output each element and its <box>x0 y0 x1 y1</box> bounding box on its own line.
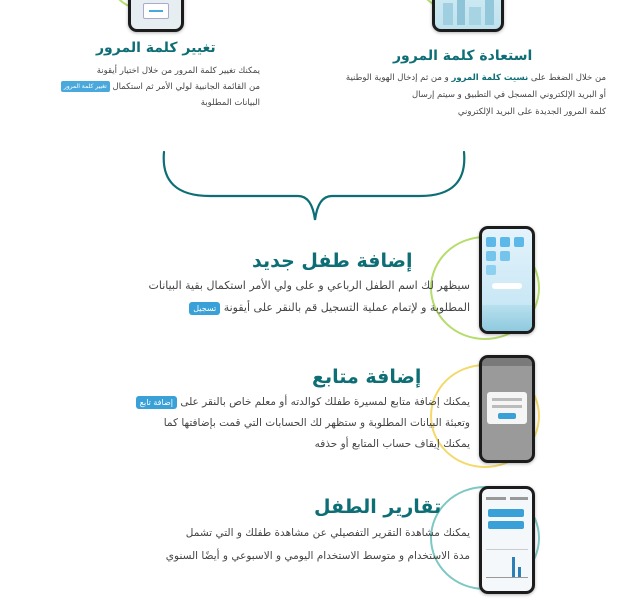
add-child-screen <box>482 229 532 331</box>
add-follower-tag-icon: إضافة تابع <box>136 396 177 409</box>
add-follower-desc <box>10 392 470 455</box>
restore-password-text-c: و من ثم إدخال الهوية الوطنية <box>345 73 449 83</box>
add-child-desc-line1: سيظهر لك اسم الطفل الرباعي و على ولي الأمر استكمال بقية البيانات <box>148 279 470 292</box>
register-tag-icon: تسجيل <box>189 302 220 315</box>
child-reports-desc-line2: مدة الاستخدام و متوسط الاستخدام اليومي و الاسبوعي و أيضًا السنوي <box>165 550 470 562</box>
change-password-desc-line2-text: من القائمة الجانبية لولي الأمر ثم استكمال <box>112 82 260 92</box>
child-reports-screen <box>482 489 532 591</box>
add-follower-desc-line2: وتعبئة البيانات المطلوبة و ستظهر لك الحسابات التي قمت بإضافتها كما <box>163 417 470 429</box>
change-password-title: تغيير كلمة المرور <box>96 40 216 56</box>
restore-password-text-a: من خلال الضغط على <box>530 73 606 83</box>
phone-mockup-change-password <box>128 0 184 32</box>
change-password-tag-icon: تغيير كلمة المرور <box>61 81 110 92</box>
phone-mockup-child-reports <box>479 486 535 594</box>
forgot-password-highlight: نسيت كلمة المرور <box>451 73 529 83</box>
change-password-desc-line3: البيانات المطلوبة <box>200 98 260 108</box>
restore-password-desc-line3: كلمة المرور الجديدة على البريد الإلكتروني <box>457 107 606 117</box>
child-reports-title: تقارير الطفل <box>314 496 442 518</box>
add-follower-desc-line3: يمكنك إيقاف حساب المتابع أو حذفه <box>314 438 470 450</box>
phone-mockup-add-child <box>479 226 535 334</box>
add-child-desc <box>10 275 470 319</box>
restore-password-desc-line2: أو البريد الإلكتروني المسجل في التطبيق و سيتم إرسال <box>411 90 606 100</box>
phone-mockup-add-follower <box>479 355 535 463</box>
brace-connector <box>150 148 480 223</box>
change-password-desc-line1: يمكنك تغيير كلمة المرور من خلال اختيار أيقونة <box>96 66 260 76</box>
restore-password-desc <box>312 70 606 121</box>
add-follower-desc-line1 <box>10 392 470 413</box>
add-child-title: إضافة طفل جديد <box>252 250 413 272</box>
restore-password-title: استعادة كلمة المرور <box>393 48 533 64</box>
add-child-desc-line2 <box>10 297 470 319</box>
add-follower-screen <box>482 358 532 460</box>
phone-mockup-restore-password <box>432 0 504 32</box>
change-password-desc <box>28 63 260 111</box>
change-password-desc-line2 <box>28 79 260 95</box>
add-follower-desc-line1-text: يمكنك إضافة متابع لمسيرة طفلك كوالدته أو معلم خاص بالنقر على <box>180 396 470 408</box>
add-child-desc-line2-text: المطلوبة و لإتمام عملية التسجيل قم بالنقر على أيقونة <box>223 301 470 314</box>
add-follower-title: إضافة متابع <box>312 366 422 388</box>
child-reports-desc <box>10 522 470 568</box>
child-reports-desc-line1: يمكنك مشاهدة التقرير التفصيلي عن مشاهدة طفلك و التي تشمل <box>185 527 470 539</box>
restore-password-desc-line1 <box>312 70 606 87</box>
